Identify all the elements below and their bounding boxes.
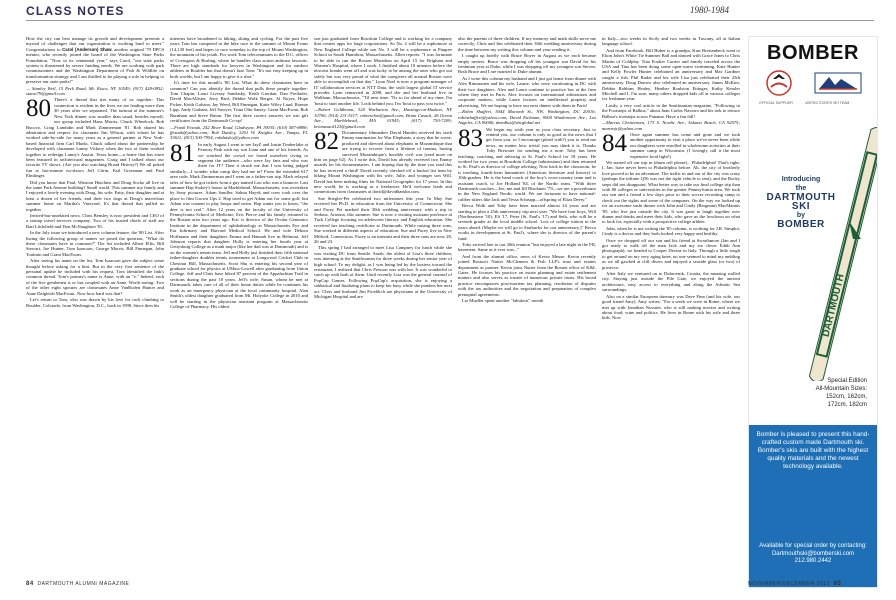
year-section-80: 80 There's a thread that ties many of us together: This connection is evident in the lives we are leading more than 30 years after we separated. The turnout at the summer's New York dinner was smaller than usual, besides myself, our group included Hans Morris, Chuck Wheelock, Rob Bucoco, Craig Lambdin and Mark Zimmerman '81. Rob shared his admiration and respect for classmate Jim Wilson, with whom he has worked side-by-side for many years as a general partner at New York-based financial firm Carl Marks. Chuck talked about the partnership he developed with classmate Lanny Vickery when the two of them worked together to redesign Lanny's Austin, Texas home—a home that has since been featured in architectural magazines. Craig and I talked about our favorite TV shows. (Are you also watching Broad History?) We all poked fun at last-minute no-shows Jeff Citrin, Earl Grossman and Paul Elmlinger. xyxy=(26,95,164,179)
footer-right xyxy=(748,581,841,587)
class-secretary-signature: —Frank Fesnak, 242 River Road, Gladwyne, PA 19035; (610) 587-8898; ffesnak@yahoo.com; Rob Daisley, 3201 W. Knights Ave., Tampa, FL 33611; (813) 300-7954; robdaisley@yahoo.com xyxy=(170,124,308,141)
paragraph: Sue Stiegler-Pet celebrated two milestones this year. In May Sue received her Ph.D. in education from the University of Connecticut. She and Pacey Pet marked their 30th wedding anniversary with a trip to Sedona, Arizona, this summer. Sue is now a visiting assistant professor at Tuck College focusing on adolescent literacy and English education. She received her teaching certificate at Dartmouth. While raising three sons, Sue worked in different aspects of education. Sue and Pacey live in New Milford, Connecticut. Pacey is an internist and their three sons are now 28, 26 and 23. xyxy=(314,195,452,245)
ad-partner-logos xyxy=(757,67,869,99)
footer-left xyxy=(26,581,129,587)
class-year-numeral: 80 xyxy=(26,95,51,123)
class-secretary-signature: —Robin Shaffert, 5044 Macomb St., NW, Washington, DC 20016; robinshaffert@yahoo.com; David Eichman, 9004 Windermere Ave., Los Angeles, CA 90046; dmedlux@sbcglobal.net xyxy=(458,109,596,126)
paragraph: This spring I had arranged to meet Lisa Campney for lunch while she was visiting DC from Seattle. Sarah, the oldest of Lisa's three children, was interning at the Smithsonian for three weeks during her senior year of high school. To my delight, as I was being led by the hostess toward the restaurant, I realized that Chris Presson was with her. It was wonderful to catch up with both of them. Until recently Lisa was the general counsel of PopCap Games. Following PopCap's acquisition, she is enjoying a sabbatical and finalizing plans to keep her busy while she ponders her next act. Chris and husband Jim Froehlich are physicians at the University of Michigan Hospital and are xyxy=(314,245,452,300)
class-secretary-signature: — Stanley Weil, 15 Peck Road, Mt. Kisco, NY 10549; (917) 428-0852; stanw79@gmail.com xyxy=(26,85,164,97)
paragraph: Liz Mueller spent another "fabulous" month xyxy=(462,298,544,304)
paragraph: Did you know that Paul, Winston Hutchins and Doug Socko all live in the same Park Avenue building? Small world. This summer my family and I enjoyed a lovely evening with Doug, his wife, Patty, their daughter and at least a dozen of her friends, and their two dogs at Doug's marvelous summer home on Martha's Vineyard. It's that thread that pulled us together. xyxy=(26,179,164,212)
paragraph: How the city can best manage its growth and development presents a myriad of challenges that our organization is working hard to meet." Congratulations to Carol (Anderson) Shaw, another original '79 DPCS mentor, who recently joined the board of the Washington State Parks Foundation, "Now in its centennial year," says Carol, "our state parks system is threatened by severe funding needs. We are working with park commissioners and the Washington Department of Fish & Wildlife on transformation strategy and I am thrilled to be playing a role in helping to preserve our state parks!" xyxy=(26,36,164,85)
paragraph: We started off our trip in (drum roll please)... Philadelphia! That's right: I, Jan, have never been to Philadelphia before. Ah, the city of brotherly love proved to be an adventure. The traffic in and out of the city was crazy (perhaps the infinite Q56 was not the right vehicle to rent), and the Rocky steps did not disappoint. What better way to take our final college trip than with 80 colleges or universities in the greater Pennsylvania area. We took our son and a friend a few days prior to their soccer recruiting camp to check out the sights and some of the campuses. On the way we looked up for an awesome sushi dinner with John and Cindy (Bergman) MacMannis '85, who live just outside the city. It was great to laugh together over dinner and drinks and meet their kids, who gave us the lowdown on what to look for, especially with a prospective college athlete. xyxy=(602,159,740,225)
snowsports-logo xyxy=(815,73,861,93)
bomber-ski-advertisement[interactable] xyxy=(748,36,878,588)
paragraph: I caught up briefly with Bruce Boyer in August as we each became empty nesters. Bruce was dropping off his youngest son David for his freshman year at Duke, while I was dropping off my youngest son Steven. Both Bruce and I are married to Duke alumni. xyxy=(458,53,596,75)
page-number-left: 84 xyxy=(26,581,34,587)
class-secretary-signature: —Marcus Christensen, 173 S. Nordic Ave., Sokana Beach, CA 92075; marcmjc@yahoo.com xyxy=(602,120,740,131)
year-section-81: 81 In early August I went to see JayZ and Justin Timberlake at Fenway Park with my son Liam and one of his friends. As we watched the crowd we found ourselves trying to segment the audience—who were Jay fans and who was there for JT? Then it struck me that I was being judged similarly—I wonder what camp they had me in? From the extended 617 area code, Mark Zimmerman and I went on a father-son trip. Mark relayed tales of how he got tickets from a guy named Lou who was a bouncer. Last summer Hap Stokey's house in Marblehead, Massachusetts, was overtaken by Sony pictures. Adam Sandler, Salma Hayek and crew took over the place to film Grown Ups 2. Hap tried to get Adam out for some golf, but Adam was content to play hoops and swim. Hap wants you to know, "the deer is not real." After 12 years on the faculty of the University of Pennsylvania School of Medicine, Eric Pierce and his family returned to the Boston area two years ago. Eric is director of the Ocular Genomics Institute in the department of ophthalmology at Massachusetts Eye and Ear Infirmary and Harvard Medical School. He and wife Debora Hoffmann and their daughters Emma and Hannah live in Belmont. Jeff Johnson reports that daughter Holly is entering her fourth year at Gettysburg College as a math major (like her dad was at Dartmouth) and is on the women's tennis team. Jeff and Holly just finished their fifth national father-daughter doubles tennis tournament at Longwood Cricket Club in Chestnut Hill, Massachusetts. Scott Shu is entering his second year of graduate school for physics at UMass-Lowell after graduating from Union College. Jeff and Chris have hiked 87 percent of the Appalachian Trail in sections during the past 10 years. Jeff's wife, Susan, whom he met at Dartmouth, takes care of all of their home duties while he continues his work as an emergency physician at the local community hospital. Alan Smith's oldest daughter graduated from Mt. Holyoke College in 2010 and will be starting in the physician assistant program at Massachusetts College of Pharmacy. His oldest xyxy=(170,139,308,309)
ad-phone: 212.980.2442 xyxy=(794,558,832,565)
paragraph: John, when he is not writing the '85 column, is working for J.R. Simplot, Cindy is a doctor and they both looked very happy and healthy. xyxy=(602,225,740,237)
paragraph: Invited-but-unrelated news. Chris Bensley is now president and CEO of a startup travel services company. Two of his trusted chiefs of staff are Bart Littlefield and Don McNaughton '81. xyxy=(26,213,164,229)
class-years: 1980-1984 xyxy=(690,5,729,15)
paragraph: in Italy—two weeks in Sicily and two weeks in Tuscany, all at Italian language school. xyxy=(602,36,740,47)
section-title: CLASS NOTES xyxy=(26,4,125,18)
paragraph: interests have broadened to hiking, skiing and cycling. For the past five years Tom has competed in the bike race to the summit of Mount Evans (14,130 feet) and hopes to race someday to the top of Mount Washington, the mountain of his youth. For work Tom telecommutes to the D.C. offices of Covington & Burling, where he handles class action antitrust lawsuits. There are high standards for lawyers in Washington and for outdoor athletes in Boulder but that doesn't faze Tom: "It's not easy keeping up in both worlds, but I am happy to give it a shot." xyxy=(170,36,308,79)
class-year-numeral: 82 xyxy=(314,127,339,155)
ski-sizes: Special Edition All-Mountain Sizes: 152cm, 162cm, 172cm, 182cm xyxy=(815,378,867,408)
paragraph: Lastly, a very cool article in the Smithsonian magazine, "Following in the Footsteps of Balboa," about Juan Carlos Navarro and his trek to retrace Balboa's footsteps across Panama. Have a fun fall! xyxy=(602,102,740,119)
issue-date: NOVEMBER/DECEMBER 2013 xyxy=(748,581,830,587)
paragraph: Once we dropped off our son and his friend at Swarthmore (Jan and I got ready to walk off the man Jack and my six clever Edith Ann photograph), we headed to Cooper Devine in Italy. Through a little tough to get around on my very aging knee, no one seemed to mind my ambling as we all gawked at cliff divers and enjoyed a seaside glass (or two) of prosecco. xyxy=(602,237,740,270)
paragraph: And from Facebook, Bill Huber is a grandpa, Kurt Breisenbeck went to Elton John's White Tie Summer Ball and danced with Grace Jones to Chris Martin of Coldplay. Tina Poulter Carrier and family traveled across the USA and Tina has been doing some open-water swimming, Kate Hunter and Kelly Fowler Hunter celebrated an anniversary and Mac Gardner caught a fish. Phil Ruder and his wife Lisa just celebrated their 25th anniversary. Doug Darrow also celebrated an anniversary. James McKim, Debbie Robbins Healey, Heather Roulston Ettinger, Kathy Kessler Mitchell and I, I'm sure, many others dropped kids off at various colleges for freshman year. xyxy=(602,47,740,102)
ad-headline: Introducing the DARTMOUTH SKI by BOMBER xyxy=(766,176,836,230)
paragraph: Also on a similar European itinerary was Dave Finn (and his wife, our good friend Amy). Amy writes: "For a week we were in Rome, where we met up with Jonathan Nossiter, who is still making movies and writing about food, wine and politics. He lives in Rome with his wife and three kids. Now xyxy=(602,293,740,321)
notes-column-4 xyxy=(458,36,596,588)
paragraph: As I write this column my husband and I just got home from dinner with Alex Rimmonen and his wife, Laurie, who were vacationing in DC with their two daughters. Alex and Laura continue to practice law at the firm where they met in Paris. Alex focuses on international arbitrations and corporate matters, while Laure focuses on intellectual property and advertising. We are hoping to have our next dinner with them in Paris! xyxy=(458,75,596,108)
notes-column-1 xyxy=(26,36,164,588)
official-supplier-logo xyxy=(767,71,791,95)
class-year-numeral: 81 xyxy=(170,139,195,167)
ad-brand-logo: BOMBER xyxy=(767,42,859,64)
notes-column-2 xyxy=(170,36,308,588)
header-rule xyxy=(26,20,874,21)
notes-column-5 xyxy=(602,36,740,588)
paragraph: Becca Wolk and Toby have been married almost 24 years and are starting to plan a 25th anniversary trip next year. "We have four boys, Will (Northeastern '10), Eli '17, Peter (St. Paul's '17) and Seth, who will be a seventh grader at the local middle school. Lots of college tuition in the years ahead. (Maybe we will go to Starbucks for our anniversary.)" Becca works in development at St. Paul's, where she is director of the parent's fund. xyxy=(458,203,596,241)
magazine-name: DARTMOUTH ALUMNI MAGAZINE xyxy=(37,581,130,587)
class-secretary-signature: —Robert Goldboom, 324 Warburton Ave., Hastings-on-Hudson, NY 10706; (914) 231-5117; robertchoi@gmail.com; Brian Cusack, 26 Ocean Ave., Marblehead, MA 01945; (617) 750-7209; brianusack123@gmail.com xyxy=(314,107,452,129)
ad-info-panel xyxy=(749,425,877,587)
paragraph: Let's return to Tom, who was drawn by his love for rock climbing to Boulder, Colorado, from Washington, D.C., back in 1998. Since then his xyxy=(26,297,164,308)
paragraph: It's time for this month's '80 List. What do these classmates have in common? Can you identify the thread that pulls these people together: Tom Chapin, Lauri Livesay Sandusky, Keith Giordan, Dan Freiholer, David MacAllister, Jerry Bird, Debbie Wolk Berger, Al Noyes, Hope Picker, Keith Gulston, Jay Weed, Bill Finnegan, Katie Wiley Laud, Ronnie Lipp, Andy Graham, Jeff Sawyer, Trina Olin Santry, Grant MacEwan, Bob Burnham and Steve Rutan. The first three correct answers we win gift certificates from the Dartmouth Co-op! xyxy=(170,80,308,124)
page-number-right: 85 xyxy=(833,581,842,587)
ad-description: Bomber is pleased to present this hand-crafted custom made Dartmouth ski. Bomber's skis are built with the highest quality materials and the newest technology available. xyxy=(756,431,870,470)
notes-column-3 xyxy=(314,36,452,588)
class-year-numeral: 83 xyxy=(458,124,483,152)
paragraph: After Italy we ventured on to Dubrovnik, Croatia, the amazing walled city. Staying just outside the Pile Gate, we enjoyed the ancient architecture, easy access to everything and along the Adriatic Sea surroundings. xyxy=(602,271,740,293)
paragraph: After seeing his name on the list, Tom Isaacson gave the subject some thought before asking for a hint. But in the very first sentence of the personal update he included with his request, Tom identified the link's common thread. Tom's partner's name is Anne, with an "e." Indeed, each of the five gentlemen is or has coupled with an Anne. Worth noting: Two of the other eight spouses are classmates Anne VanRoden Hunter and Anne Dalgleish MacEwan. Now how hard was that? xyxy=(26,258,164,296)
class-year-numeral: 84 xyxy=(602,129,627,157)
ski-team-label: UNITED STATES SKI TEAM xyxy=(805,101,850,105)
paragraph: Toby arrived late to our 30th reunion "but enjoyed a late night in the FIL basement. Same as it ever was..." xyxy=(458,242,596,253)
year-section-84: 84 Once again summer has come and gone and we took another opportunity to visit a place we've never been while our daughters were enrolled in wholesome activities at their summer camp in Wisconsin. (I lovingly call it the most expensive food fight!) xyxy=(602,129,740,159)
ad-contact: Available for special order by contacting: Dartmouthski@bomberski.com 212.980.2442 xyxy=(755,543,871,566)
dartmouth-ski-illustration xyxy=(749,111,877,381)
paragraph: also the parents of three children. If my memory and math skills serve me correctly, Chris and Jim celebrated their 30th wedding anniversary during the time between my writing this column and your reading it. xyxy=(458,36,596,52)
year-section-82: 82 Documentary filmmaker David Hamlin received his sixth Emmy nomination for War Elephants, a story that he wrote, produced and directed about elephants in Mozambique that are trying to recover from a lifetime of trauma, having survived Mozambique's horrible civil war (read more on him on page 62). As I write this, David has already received two Emmy awards for his documentaries. I am hoping that by the time you read this he has received a third! David recently checked off a bucket list item by hiking Mount Washington with his wife, Julie, and younger son Will. David has been making films for National Geographic for 17 years. In this new world, he is working as a freelancer. He'd welcome leads and connections from classmates at david@davidhamlin.com. xyxy=(314,127,452,195)
ad-email-link[interactable]: Dartmouthski@bomberski.com xyxy=(771,550,855,557)
paragraph: And from the alumni office, news of Kevin Meuse. Kevin recently joined Boston's Nutter McClennen & Fish LLP's trust and estates department as partner. Kevin joins Nutter from the Boston office of K&L Gates. He focuses his practice on estate planning and estate settlement matters and also serves as trustee of numerous private trusts. His broad practice encompasses post-mortem tax planning, resolution of disputes with the tax authorities and the negotiation and preparation of complex prenuptial agreements. xyxy=(458,253,596,297)
paragraph: son just graduated from Bowdoin College and is working for a company that creates apps for large corporations. So No. 2 will be a sophomore at New England College while son No. 3 will be a sophomore at Pingree School in South Hamilton, Massachusetts. Allen reports: "I was fortunate to be able to run the Boston Marathon on April 15 for Brigham and Women's Hospital, where I work. I finished about 10 minutes before the terrorist bombs went off and was lucky to be among the ones who got out safely but was very proud of what the caregivers all around Boston were able to accomplish on that day." Lynn Noel is now a program manager of IT collaboration services at NTT Data, the sixth largest global IT service provider. Lynn remarried in 2008, and she and her husband live in Waltham, Massachusetts. "Til next time. 'Tis so far ahead of my time, I'm 'bout to start another life. Look behind you, I'm 'bout to pass you twice." xyxy=(314,36,452,106)
paragraph: In the July issue we introduced a new column feature, the '80 List. After listing the following group of names we posed the question, "What do these classmates have in common?" The list included Albert Ellis, Bill Stewart, Joe Hunter, Tom Isaacson, George Morris, Bill Finnegan, John Toulmin and Grant MacEwan. xyxy=(26,230,164,257)
year-section-83: 83 We begin my sixth year as your class secretary. Just to remind you, our column is only as good as the news that I get from you, so I encourage (plead with?) you to send me news, no matter how trivial you may think it is. Thanks Toby Brewster for sending me a note. Toby has been teaching, coaching and advising at St. Paul's School for 18 years. He worked for two years at Bowdoin College (admissions) and then returned to St. Paul's as director of college advising. Now back in the classroom, he is teaching fourth-form humanities (American literature and history) to 10th-graders. He is the head coach of the boy's cross-country team and is assistant coach, to Joe Holland '84, of the Nordic team. "With three Dartmouth coaches—Joe, me and Jill Blackmer '79—we are a powerhouse in the New England Nordic world. We are fortunate to have national-caliber skiers like Jack and Tessa Schrupp—offspring of Eliza Deery." xyxy=(458,124,596,202)
official-supplier-label: OFFICIAL SUPPLIER xyxy=(759,101,793,105)
ski-wordmark: DARTMOUTH xyxy=(820,272,847,339)
